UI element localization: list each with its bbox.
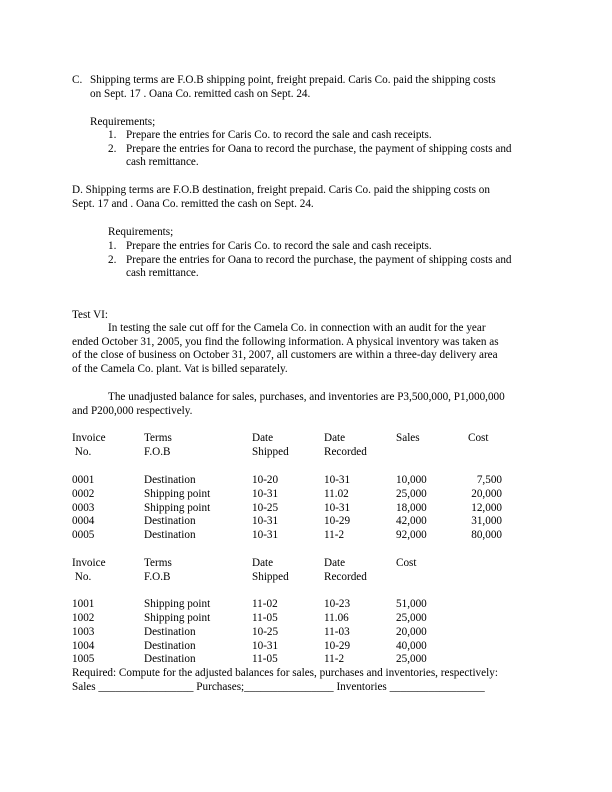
date-shipped-cell: 10-31 <box>252 488 279 500</box>
terms-cell: Shipping point <box>144 612 211 624</box>
invoice-number: 1003 <box>72 626 95 638</box>
cost-cell: 25,000 <box>396 612 427 624</box>
section-d-text-line2: Sept. 17 and . Oana Co. remitted the cash on Sept. 24. <box>72 198 314 210</box>
cost-cell: 25,000 <box>396 653 427 665</box>
date-shipped-cell: 10-31 <box>252 640 279 652</box>
terms-cell: Shipping point <box>144 598 211 610</box>
section-c-text-line2: on Sept. 17 . Oana Co. remitted cash on Sept. 24. <box>90 88 311 100</box>
terms-cell: Destination <box>144 640 196 652</box>
date-shipped-cell: 10-20 <box>252 474 279 486</box>
test-para1-line3: of the close of business on October 31, 2007, all customers are within a three-day delivery area <box>72 349 498 361</box>
terms-cell: Shipping point <box>144 488 211 500</box>
date-recorded-cell: 11.02 <box>324 488 349 500</box>
cost-cell: 40,000 <box>396 640 427 652</box>
header-cost: Cost <box>396 557 417 569</box>
section-c-req2-number: 2. <box>108 143 117 155</box>
purchase-table-header-line2 <box>0 571 612 585</box>
date-recorded-cell: 10-31 <box>324 474 351 486</box>
terms-cell: Destination <box>144 626 196 638</box>
header-fob: F.O.B <box>144 446 171 458</box>
date-recorded-cell: 10-29 <box>324 515 351 527</box>
required-answer-blanks: Sales _________________ Purchases;________________ Inventories _________________ <box>72 681 485 693</box>
cost-cell: 51,000 <box>396 598 427 610</box>
invoice-number: 0005 <box>72 529 95 541</box>
date-recorded-cell: 10-23 <box>324 598 351 610</box>
header-date-shipped: Date <box>252 557 274 569</box>
terms-cell: Destination <box>144 653 196 665</box>
section-c-req2-line1: Prepare the entries for Oana to record the purchase, the payment of shipping costs and <box>126 143 512 155</box>
table-row <box>0 653 612 667</box>
sales-table-header <box>0 432 612 446</box>
header-recorded: Recorded <box>324 446 367 458</box>
header-date-recorded: Date <box>324 432 346 444</box>
cost-cell: 12,000 <box>471 502 502 514</box>
section-c-req1-text: Prepare the entries for Caris Co. to record the sale and cash receipts. <box>126 129 432 141</box>
test-para2-line1: The unadjusted balance for sales, purchases, and inventories are P3,500,000, P1,000,000 <box>108 391 505 403</box>
table-row <box>0 640 612 654</box>
section-c-req1-number: 1. <box>108 129 117 141</box>
section-c-req2-line2: cash remittance. <box>126 156 199 168</box>
section-c-text-line1: Shipping terms are F.O.B shipping point, freight prepaid. Caris Co. paid the shipping costs <box>90 74 496 86</box>
date-shipped-cell: 10-25 <box>252 502 279 514</box>
terms-cell: Destination <box>144 529 196 541</box>
header-no: No. <box>72 446 92 458</box>
required-instruction: Required: Compute for the adjusted balances for sales, purchases and inventories, respectively: <box>72 667 498 679</box>
section-d-req1-text: Prepare the entries for Caris Co. to record the sale and cash receipts. <box>126 240 432 252</box>
header-date-shipped: Date <box>252 432 274 444</box>
sales-table-header-line2 <box>0 446 612 460</box>
header-terms: Terms <box>144 432 172 444</box>
invoice-number: 0004 <box>72 515 95 527</box>
invoice-number: 1002 <box>72 612 95 624</box>
header-shipped: Shipped <box>252 446 289 458</box>
section-d-req2-line1: Prepare the entries for Oana to record the purchase, the payment of shipping costs and <box>126 254 512 266</box>
date-recorded-cell: 11-03 <box>324 626 350 638</box>
header-invoice: Invoice <box>72 432 106 444</box>
invoice-number: 1004 <box>72 640 95 652</box>
terms-cell: Destination <box>144 515 196 527</box>
cost-cell: 31,000 <box>471 515 502 527</box>
test-title: Test VI: <box>72 309 108 321</box>
section-d-req2-number: 2. <box>108 254 117 266</box>
header-shipped: Shipped <box>252 571 289 583</box>
sales-cell: 25,000 <box>396 488 427 500</box>
cost-cell: 20,000 <box>396 626 427 638</box>
invoice-number: 1001 <box>72 598 95 610</box>
date-recorded-cell: 10-29 <box>324 640 351 652</box>
date-shipped-cell: 10-31 <box>252 529 279 541</box>
header-sales: Sales <box>396 432 420 444</box>
date-shipped-cell: 11-02 <box>252 598 278 610</box>
date-recorded-cell: 11.06 <box>324 612 349 624</box>
sales-cell: 42,000 <box>396 515 427 527</box>
table-row <box>0 488 612 502</box>
date-shipped-cell: 10-31 <box>252 515 279 527</box>
section-d-requirements-title: Requirements; <box>108 226 174 238</box>
test-para2-line2: and P200,000 respectively. <box>72 405 193 417</box>
table-row <box>0 529 612 543</box>
date-recorded-cell: 10-31 <box>324 502 351 514</box>
date-recorded-cell: 11-2 <box>324 653 345 665</box>
section-d-text-line1: D. Shipping terms are F.O.B destination, freight prepaid. Caris Co. paid the shipping costs on <box>72 184 490 196</box>
table-row <box>0 474 612 488</box>
date-shipped-cell: 11-05 <box>252 612 278 624</box>
test-para1-line1: In testing the sale cut off for the Camela Co. in connection with an audit for the year <box>108 322 486 334</box>
header-date-recorded: Date <box>324 557 346 569</box>
table-row <box>0 598 612 612</box>
cost-cell: 20,000 <box>471 488 502 500</box>
section-c-label: C. <box>72 74 83 86</box>
invoice-number: 0002 <box>72 488 95 500</box>
date-shipped-cell: 10-25 <box>252 626 279 638</box>
sales-cell: 92,000 <box>396 529 427 541</box>
test-para1-line4: of the Camela Co. plant. Vat is billed separately. <box>72 363 288 375</box>
section-d-req1-number: 1. <box>108 240 117 252</box>
invoice-number: 1005 <box>72 653 95 665</box>
sales-cell: 10,000 <box>396 474 427 486</box>
purchase-table-header <box>0 557 612 571</box>
invoice-number: 0003 <box>72 502 95 514</box>
table-row <box>0 502 612 516</box>
section-d-req2-line2: cash remittance. <box>126 267 199 279</box>
header-cost: Cost <box>468 432 489 444</box>
sales-cell: 18,000 <box>396 502 427 514</box>
header-terms: Terms <box>144 557 172 569</box>
cost-cell: 80,000 <box>471 529 502 541</box>
test-para1-line2: ended October 31, 2005, you find the following information. A physical inventory was taken as <box>72 336 499 348</box>
table-row <box>0 515 612 529</box>
section-c-requirements-title: Requirements; <box>90 116 156 128</box>
date-shipped-cell: 11-05 <box>252 653 278 665</box>
terms-cell: Shipping point <box>144 502 211 514</box>
table-row <box>0 626 612 640</box>
table-row <box>0 612 612 626</box>
cost-cell: 7,500 <box>476 474 502 486</box>
terms-cell: Destination <box>144 474 196 486</box>
date-recorded-cell: 11-2 <box>324 529 345 541</box>
header-fob: F.O.B <box>144 571 171 583</box>
header-recorded: Recorded <box>324 571 367 583</box>
header-no: No. <box>72 571 92 583</box>
invoice-number: 0001 <box>72 474 95 486</box>
header-invoice: Invoice <box>72 557 106 569</box>
